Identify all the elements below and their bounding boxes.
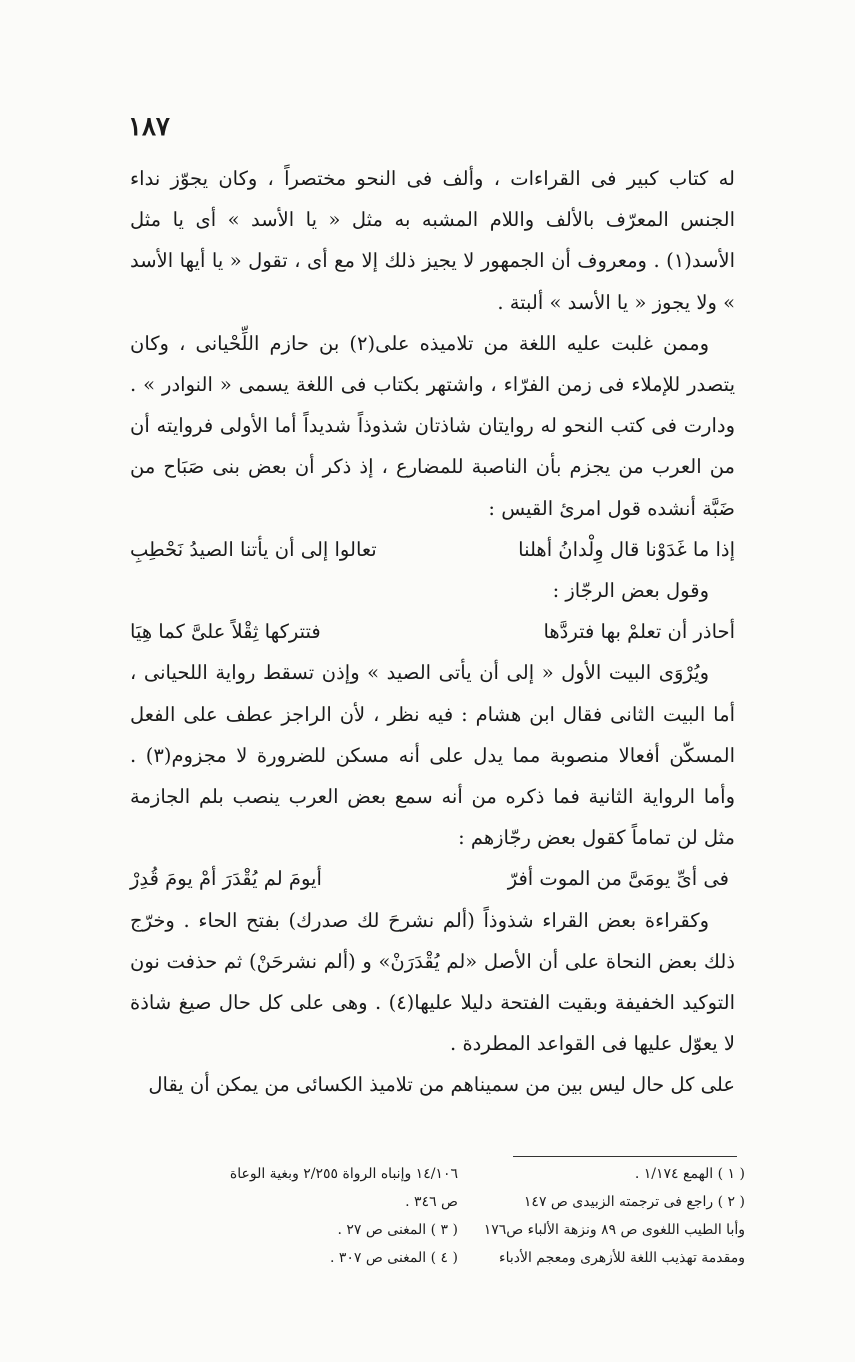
verse-1-second-hemistich: تعالوا إلى أن يأتنا الصيدُ نَحْطِبِ xyxy=(130,537,377,561)
footnote-2: ( ٢ ) راجع فى ترجمته الزبيدى ص ١٤٧ xyxy=(523,1194,745,1210)
footnote-2-cont: وأبا الطيب اللغوى ص ٨٩ ونزهة الألباء ص١٧٦ xyxy=(483,1222,745,1238)
verse-1 xyxy=(130,529,735,570)
page-number: ١٨٧ xyxy=(128,112,170,142)
footnotes-right-column xyxy=(483,1160,745,1272)
footnote-2-cont: ومقدمة تهذيب اللغة للأزهرى ومعجم الأدباء xyxy=(498,1250,745,1266)
paragraph-5: على كل حال ليس بين من سميناهم من تلاميذ الكسائى من يمكن أن يقال xyxy=(148,1073,735,1097)
paragraph-3: ويُرْوَى البيت الأول « إلى أن يأتى الصيد » وإذن تسقط رواية اللحيانى ، أما البيت الثانى فقال ابن هشام : فيه نظر ، لأن الراجز عطف على الفعل المسكّن أفعالا منصوبة مما يدل على أنه مسكن للضرورة لا مجزوم(٣) . وأما الرواية الثانية فما ذكره من أنه سمع بعض العرب ينصب بلم الجازمة مثل لن تماماً كقول بعض رجّازهم : xyxy=(130,661,735,850)
footnote-4: ( ٤ ) المغنى ص ٣٠٧ . xyxy=(329,1250,458,1266)
verse-2-second-hemistich: فتتركها ثِقْلاً علىَّ كما هِيَا xyxy=(130,620,321,644)
verse-2 xyxy=(130,611,735,652)
footnotes-left-column xyxy=(128,1160,458,1272)
paragraph-2: وممن غلبت عليه اللغة من تلاميذه على(٢) بن حازم اللِّحْيانى ، وكان يتصدر للإملاء فى زمن الفرّاء ، واشتهر بكتاب فى اللغة يسمى « النوادر » . ودارت فى كتب النحو له روايتان شاذتان شذوذاً شديداً أما الأولى فروايته أن من العرب من يجزم بأن الناصبة للمضارع ، إذ ذكر أن بعض بنى صَبَاح من ضَبَّة أنشده قول امرئ القيس : xyxy=(130,331,735,520)
main-text xyxy=(130,158,735,1106)
footnotes xyxy=(0,1160,855,1300)
footnote-3: ( ٣ ) المغنى ص ٢٧ . xyxy=(337,1222,458,1238)
footnote-2-cont: ص ٣٤٦ . xyxy=(405,1194,458,1210)
footnote-1: ( ١ ) الهمع ١/١٧٤ . xyxy=(634,1166,745,1182)
verse-3 xyxy=(130,858,735,899)
paragraph-4: وكقراءة بعض القراء شذوذاً (ألم نشرحَ لك صدرك) بفتح الحاء . وخرّج ذلك بعض النحاة على أن الأصل «لم يُقْدَرَنْ» و (ألم نشرحَنْ) ثم حذفت نون التوكيد الخفيفة وبقيت الفتحة دليلا عليها(٤) . وهى على كل حال صيغ شاذة لا يعوّل عليها فى القواعد المطردة . xyxy=(130,908,735,1056)
footnote-2-cont: ١٤/١٠٦ وإنباه الرواة ٢/٢٥٥ وبغية الوعاة xyxy=(229,1166,458,1182)
paragraph-1: له كتاب كبير فى القراءات ، وألف فى النحو مختصراً ، وكان يجوّز نداء الجنس المعرّف بالألف واللام المشبه به مثل « يا الأسد » أى يا مثل الأسد(١) . ومعروف أن الجمهور لا يجيز ذلك إلا مع أى ، تقول « يا أيها الأسد » ولا يجوز « يا الأسد » ألبتة . xyxy=(130,167,735,314)
footnote-divider xyxy=(513,1156,737,1157)
verse-1-first-hemistich: إذا ما غَدَوْنا قال وِلْدانُ أهلنا xyxy=(518,537,735,561)
verse-2-intro: وقول بعض الرجّاز : xyxy=(552,579,709,603)
verse-3-second-hemistich: أيومَ لم يُقْدَرَ أمْ يومَ قُدِرْ xyxy=(130,867,322,891)
verse-3-first-hemistich: فى أىِّ يومَىَّ من الموت أفرّ xyxy=(507,867,729,891)
verse-2-first-hemistich: أحاذر أن تعلمْ بها فتردَّها xyxy=(543,620,735,644)
